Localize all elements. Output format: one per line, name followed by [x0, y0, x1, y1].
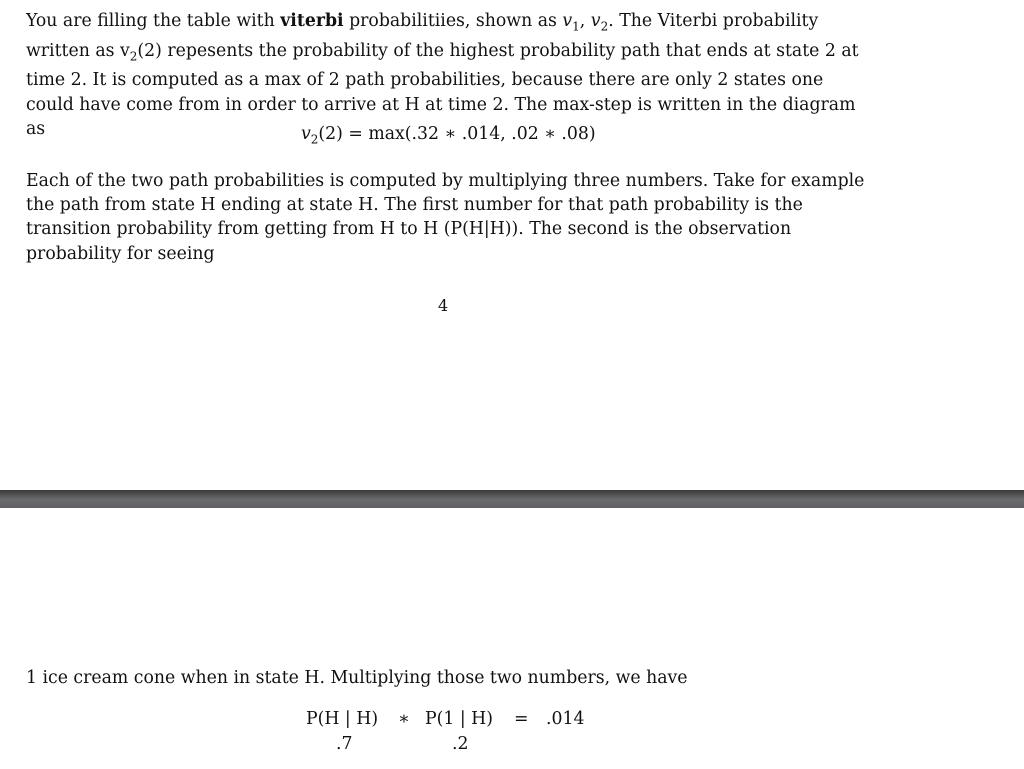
max-equation — [301, 124, 596, 146]
math-v: v — [590, 11, 601, 31]
equation-body: (2) = max(.32 ∗ .014, .02 ∗ .08) — [318, 124, 596, 144]
text-run: , — [579, 11, 591, 31]
math-subscript: 2 — [310, 132, 319, 147]
equation-value-under-term1: .7 — [336, 734, 353, 754]
math-subscript: 1 — [572, 19, 580, 34]
equation-result: .014 — [546, 709, 585, 729]
math-subscript: 2 — [129, 49, 138, 64]
math-v: v — [301, 124, 311, 144]
text-run: probabilitiies, shown as — [343, 11, 563, 31]
page-number: 4 — [438, 296, 449, 315]
equation-operator-multiply: ∗ — [398, 709, 410, 729]
equation-value-under-term2: .2 — [452, 734, 469, 754]
equation-term-p-1-given-h: P(1 | H) — [425, 709, 493, 729]
bold-term-viterbi: viterbi — [280, 11, 344, 31]
paragraph-multiply: 1 ice cream cone when in state H. Multiplying those two numbers, we have — [26, 668, 688, 688]
text-run: . The Viterbi probability written as v — [26, 11, 819, 61]
math-v: v — [562, 11, 573, 31]
equation-term-p-h-given-h: P(H | H) — [306, 709, 379, 729]
page-divider — [0, 490, 1024, 508]
math-subscript: 2 — [600, 19, 609, 34]
paragraph-path-probabilities: Each of the two path probabilities is computed by multiplying three numbers. Take for example the path from state H ending at state H. The first number for that path probability is the transition probability from getting from H to H (P(H|H)). The second is the observation probability for seeing — [26, 171, 865, 264]
text-run: You are filling the table with — [26, 11, 281, 31]
text-run: (2) repesents the probability of the highest probability path that ends at state 2 at time 2. It is computed as a max of 2 path probabilities, because there are only 2 states one could have come from in order to arrive at H at time 2. The max-step is written in the diagram as — [26, 40, 859, 139]
equation-operator-equals: = — [514, 709, 529, 729]
page-bottom — [0, 508, 1024, 769]
paragraph-intro — [26, 9, 866, 141]
